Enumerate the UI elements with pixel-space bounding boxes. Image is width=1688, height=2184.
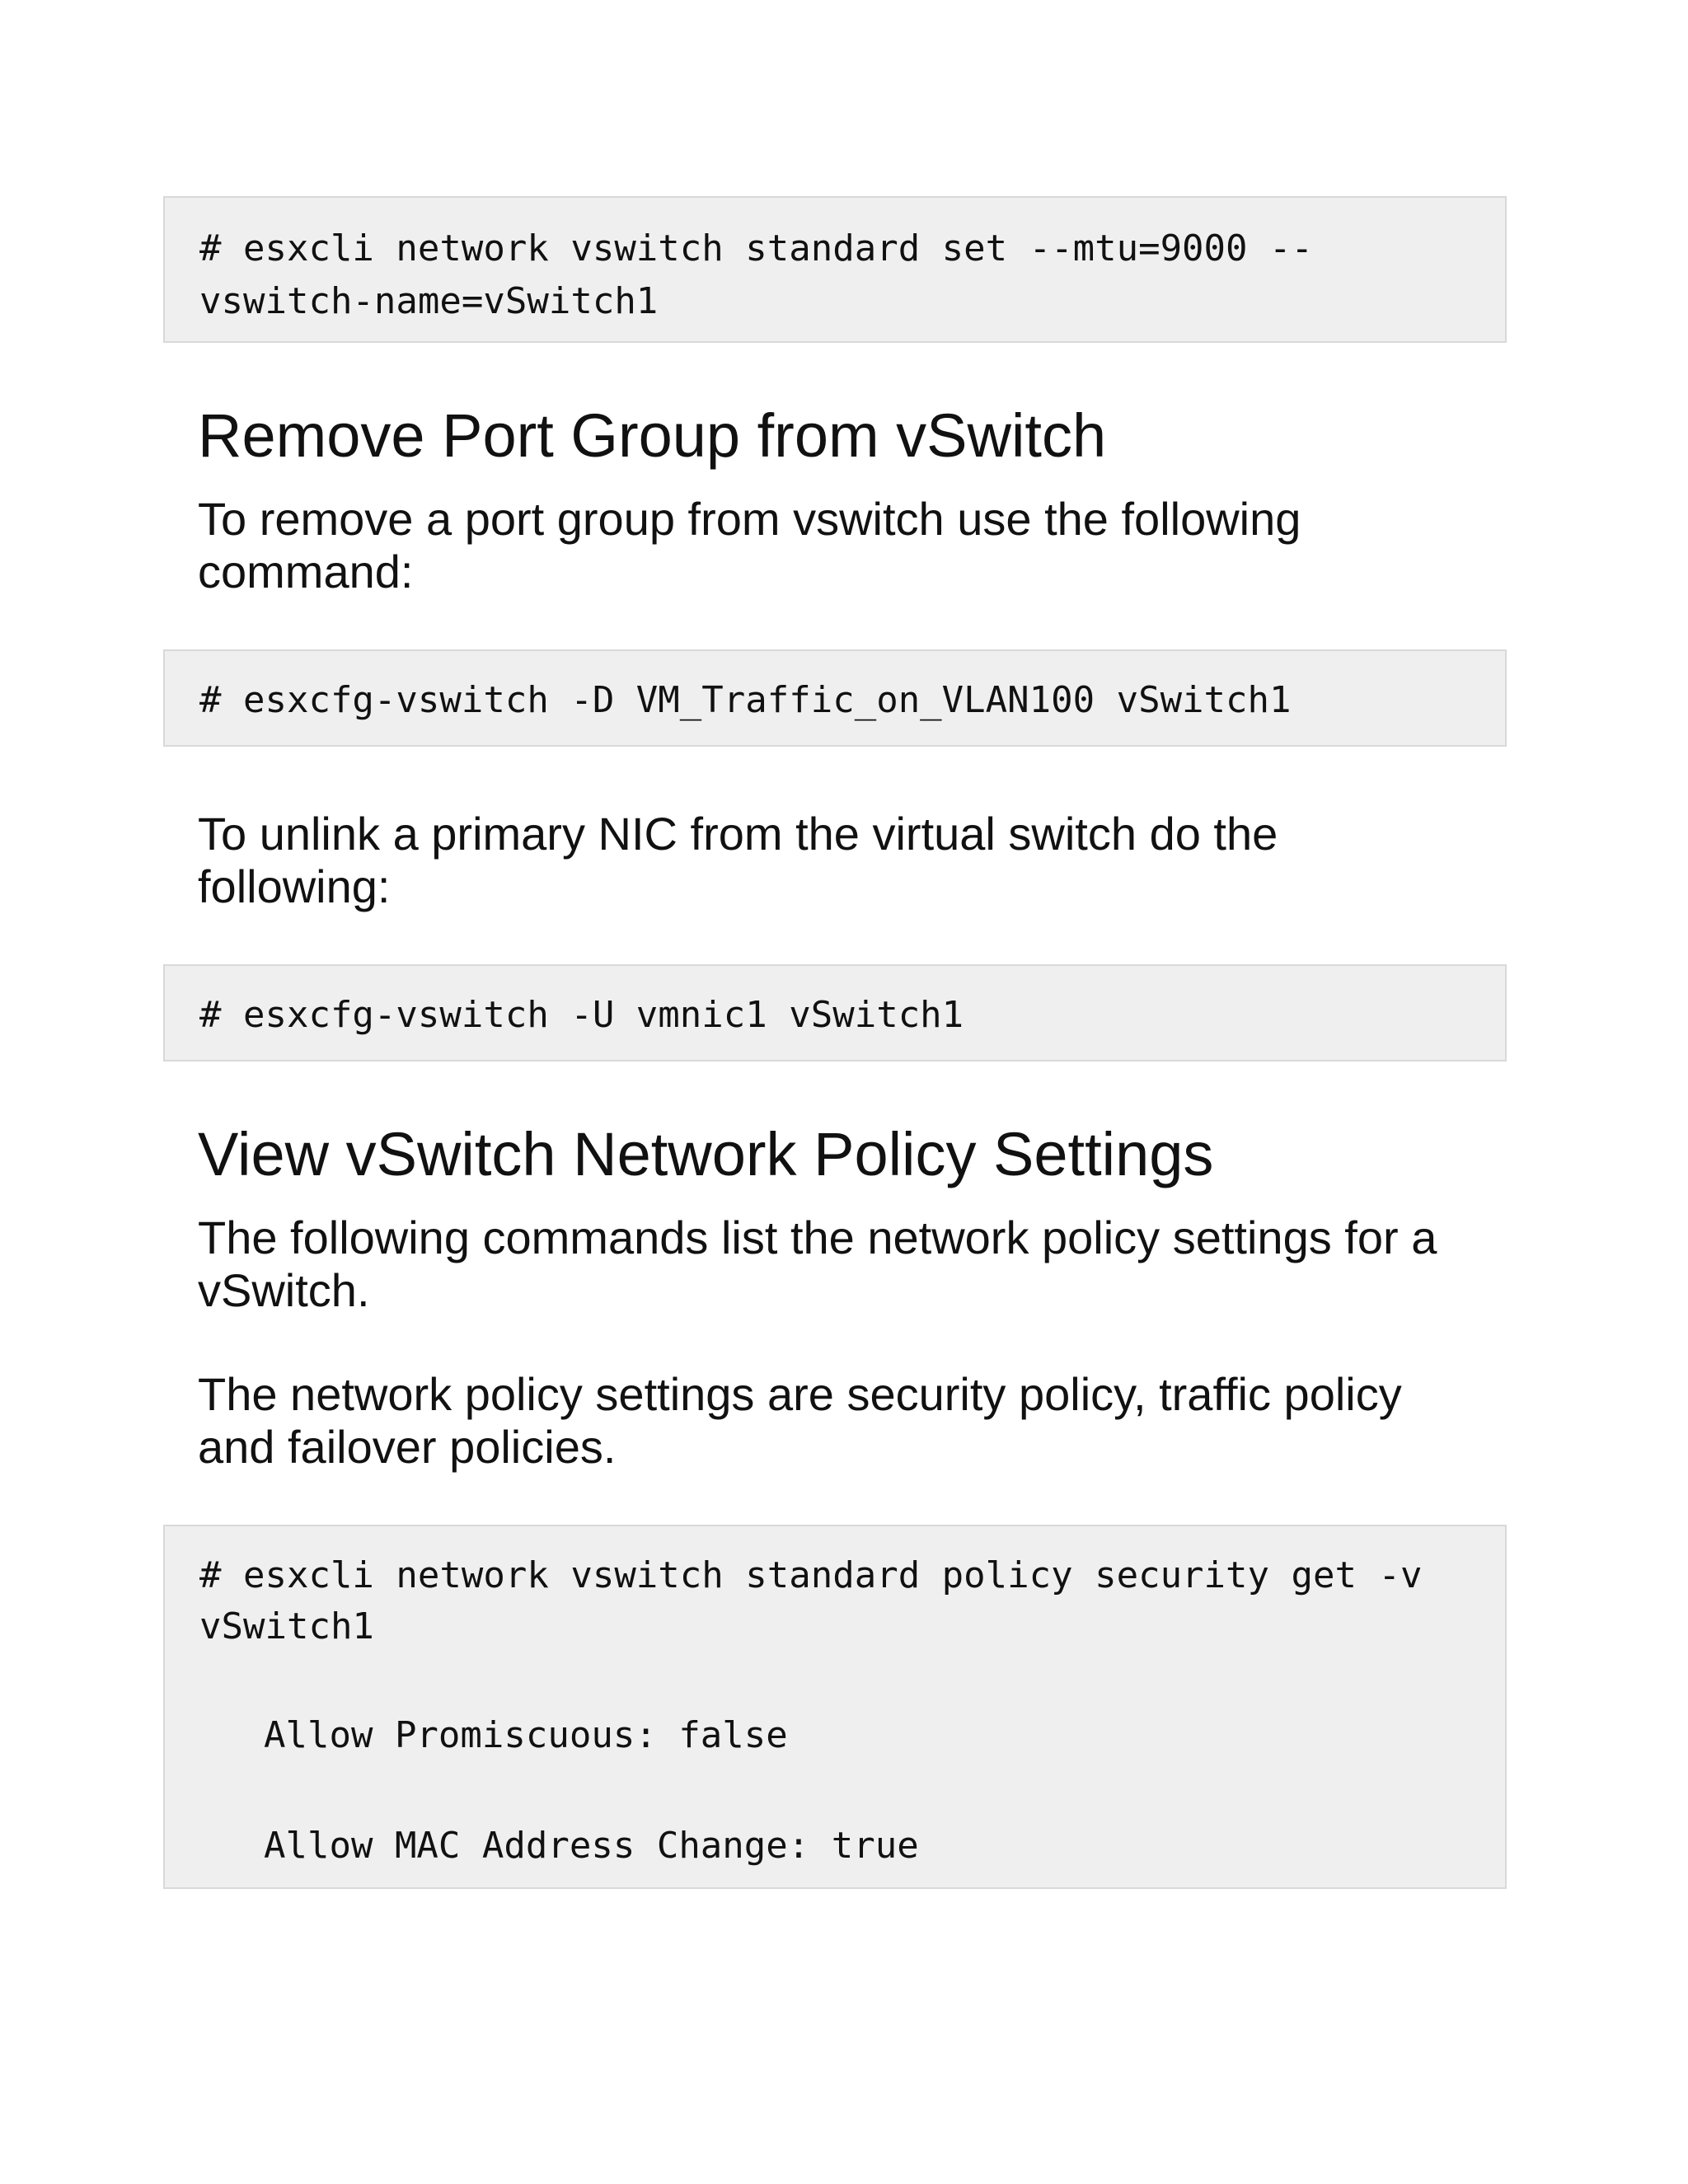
code-line: vSwitch1 xyxy=(199,1605,374,1647)
code-line: # esxcfg-vswitch -U vmnic1 vSwitch1 xyxy=(199,994,964,1036)
paragraph-unlink-nic xyxy=(198,808,1484,913)
paragraph-policy-types xyxy=(198,1368,1484,1474)
paragraph-line: To unlink a primary NIC from the virtual switch do the xyxy=(198,808,1278,860)
paragraph-remove-port-group xyxy=(198,493,1484,598)
paragraph-line: and failover policies. xyxy=(198,1421,617,1473)
section-heading-remove-port-group: Remove Port Group from vSwitch xyxy=(198,401,1107,470)
code-output-line: Allow MAC Address Change: true xyxy=(264,1825,919,1867)
paragraph-line: command: xyxy=(198,546,414,598)
code-line: # esxcli network vswitch standard policy security get -v xyxy=(199,1554,1423,1596)
code-line: # esxcfg-vswitch -D VM_Traffic_on_VLAN100 vSwitch1 xyxy=(199,679,1292,721)
code-line: # esxcli network vswitch standard set --mtu=9000 -- xyxy=(199,227,1314,269)
paragraph-line: To remove a port group from vswitch use the following xyxy=(198,493,1301,545)
code-block-policy-security xyxy=(163,1525,1507,1889)
code-block-remove-port-group xyxy=(163,649,1507,747)
code-block-unlink-nic xyxy=(163,964,1507,1062)
code-line: vswitch-name=vSwitch1 xyxy=(199,280,659,322)
paragraph-line: The network policy settings are security policy, traffic policy xyxy=(198,1368,1402,1420)
paragraph-policy-intro xyxy=(198,1212,1484,1317)
paragraph-line: The following commands list the network policy settings for a xyxy=(198,1212,1437,1263)
paragraph-line: vSwitch. xyxy=(198,1264,370,1316)
paragraph-line: following: xyxy=(198,860,391,912)
section-heading-view-policy: View vSwitch Network Policy Settings xyxy=(198,1120,1214,1188)
code-output-line: Allow Promiscuous: false xyxy=(264,1714,788,1756)
code-block-set-mtu xyxy=(163,196,1507,343)
